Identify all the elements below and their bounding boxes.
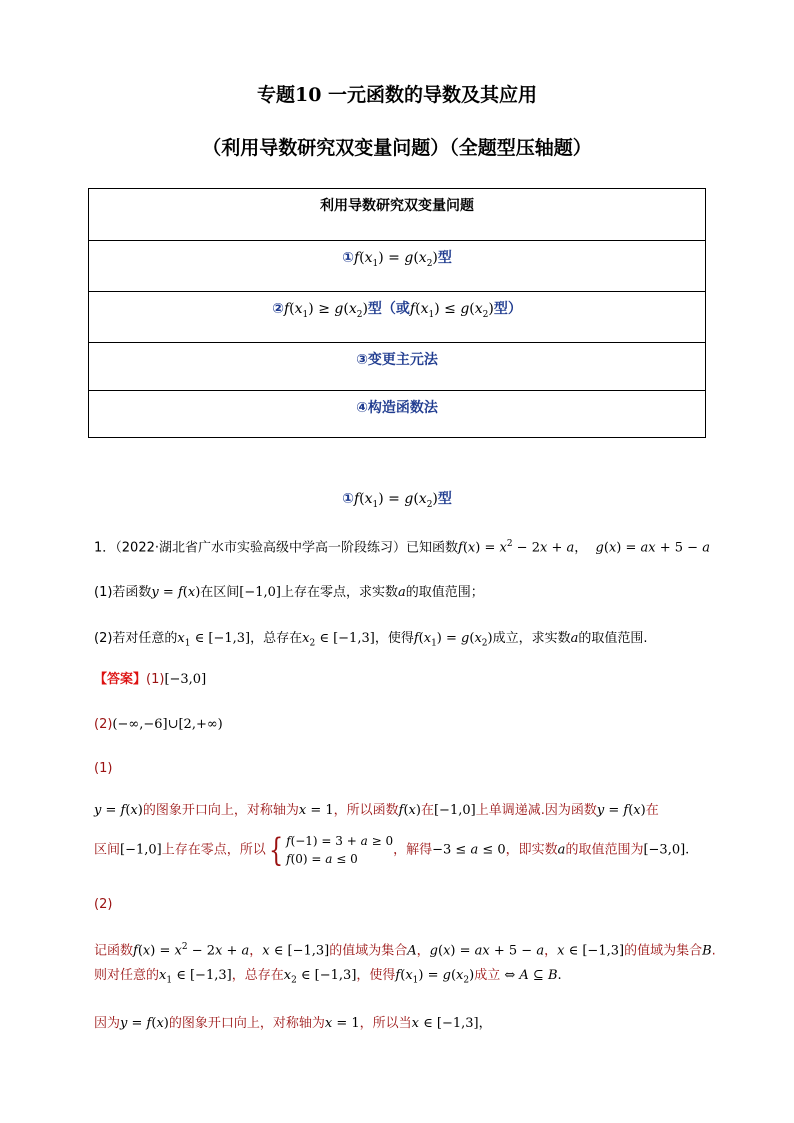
answer-1: 【答案】(1)[−3,0] — [94, 672, 207, 687]
page-title: 专题10 一元函数的导数及其应用 — [256, 84, 538, 106]
question-1: (1)若函数y = f(x)在区间[−1,0]上存在零点，求实数a的取值范围； — [94, 585, 484, 600]
solution-2-line-1: 记函数$f(x) = x^2 - 2x + a$，x ∈ [−1,3]的值域为集合A，g(x) = ax + 5 − a，x ∈ [−1,3]的值域为集合B. — [94, 942, 716, 959]
solution-part-2-label: (2) — [94, 897, 113, 912]
outline-row-1: $①f(x_1) = g(x_2)$型 — [89, 241, 706, 292]
outline-row-2: $②f(x_1) \ge g(x_2)$型（或$f(x_1) \le g(x_2)$型） — [89, 292, 706, 343]
page-subtitle: （利用导数研究双变量问题）（全题型压轴题） — [202, 137, 592, 159]
problem-stem: 1．（2022·湖北省广水市实验高级中学高一阶段练习）已知函数$f(x) = x^2 - 2x + a$， g(x) = ax + 5 − a — [94, 539, 710, 556]
solution-part-1-label: (1) — [94, 761, 113, 776]
brace-icon: { — [268, 831, 284, 869]
solution-1-line-1: y = f(x)的图象开口向上，对称轴为x = 1，所以函数f(x)在[−1,0]上单调递减.因为函数y = f(x)在 — [94, 803, 659, 818]
solution-2-line-3: 因为y = f(x)的图象开口向上，对称轴为x = 1，所以当x ∈ [−1,3]， — [94, 1016, 492, 1031]
outline-row-4: ④构造函数法 — [89, 391, 706, 438]
section-heading: $①f(x_1) = g(x_2)$型 — [342, 491, 452, 510]
outline-row-3: ③变更主元法 — [89, 343, 706, 391]
outline-header: 利用导数研究双变量问题 — [89, 189, 706, 241]
question-2: (2)若对任意的$x_1$ ∈ [−1,3]，总存在$x_2$ ∈ [−1,3]，使得$f(x_1) = g(x_2)$成立，求实数a的取值范围. — [94, 631, 648, 649]
answer-2: (2)(−∞,−6]∪[2,+∞) — [94, 717, 223, 732]
outline-table — [88, 188, 706, 438]
solution-2-line-2: 则对任意的$x_1$ ∈ [−1,3]，总存在$x_2$ ∈ [−1,3]，使得$f(x_1) = g(x_2)$成立 ⇔ A ⊆ B. — [94, 968, 562, 986]
solution-1-line-2: 区间[−1,0]上存在零点，所以{ f(−1) = 3 + a ≥ 0 f(0) = a ≤ 0，解得−3 ≤ a ≤ 0，即实数a的取值范围为[−3,0]. — [94, 831, 690, 869]
